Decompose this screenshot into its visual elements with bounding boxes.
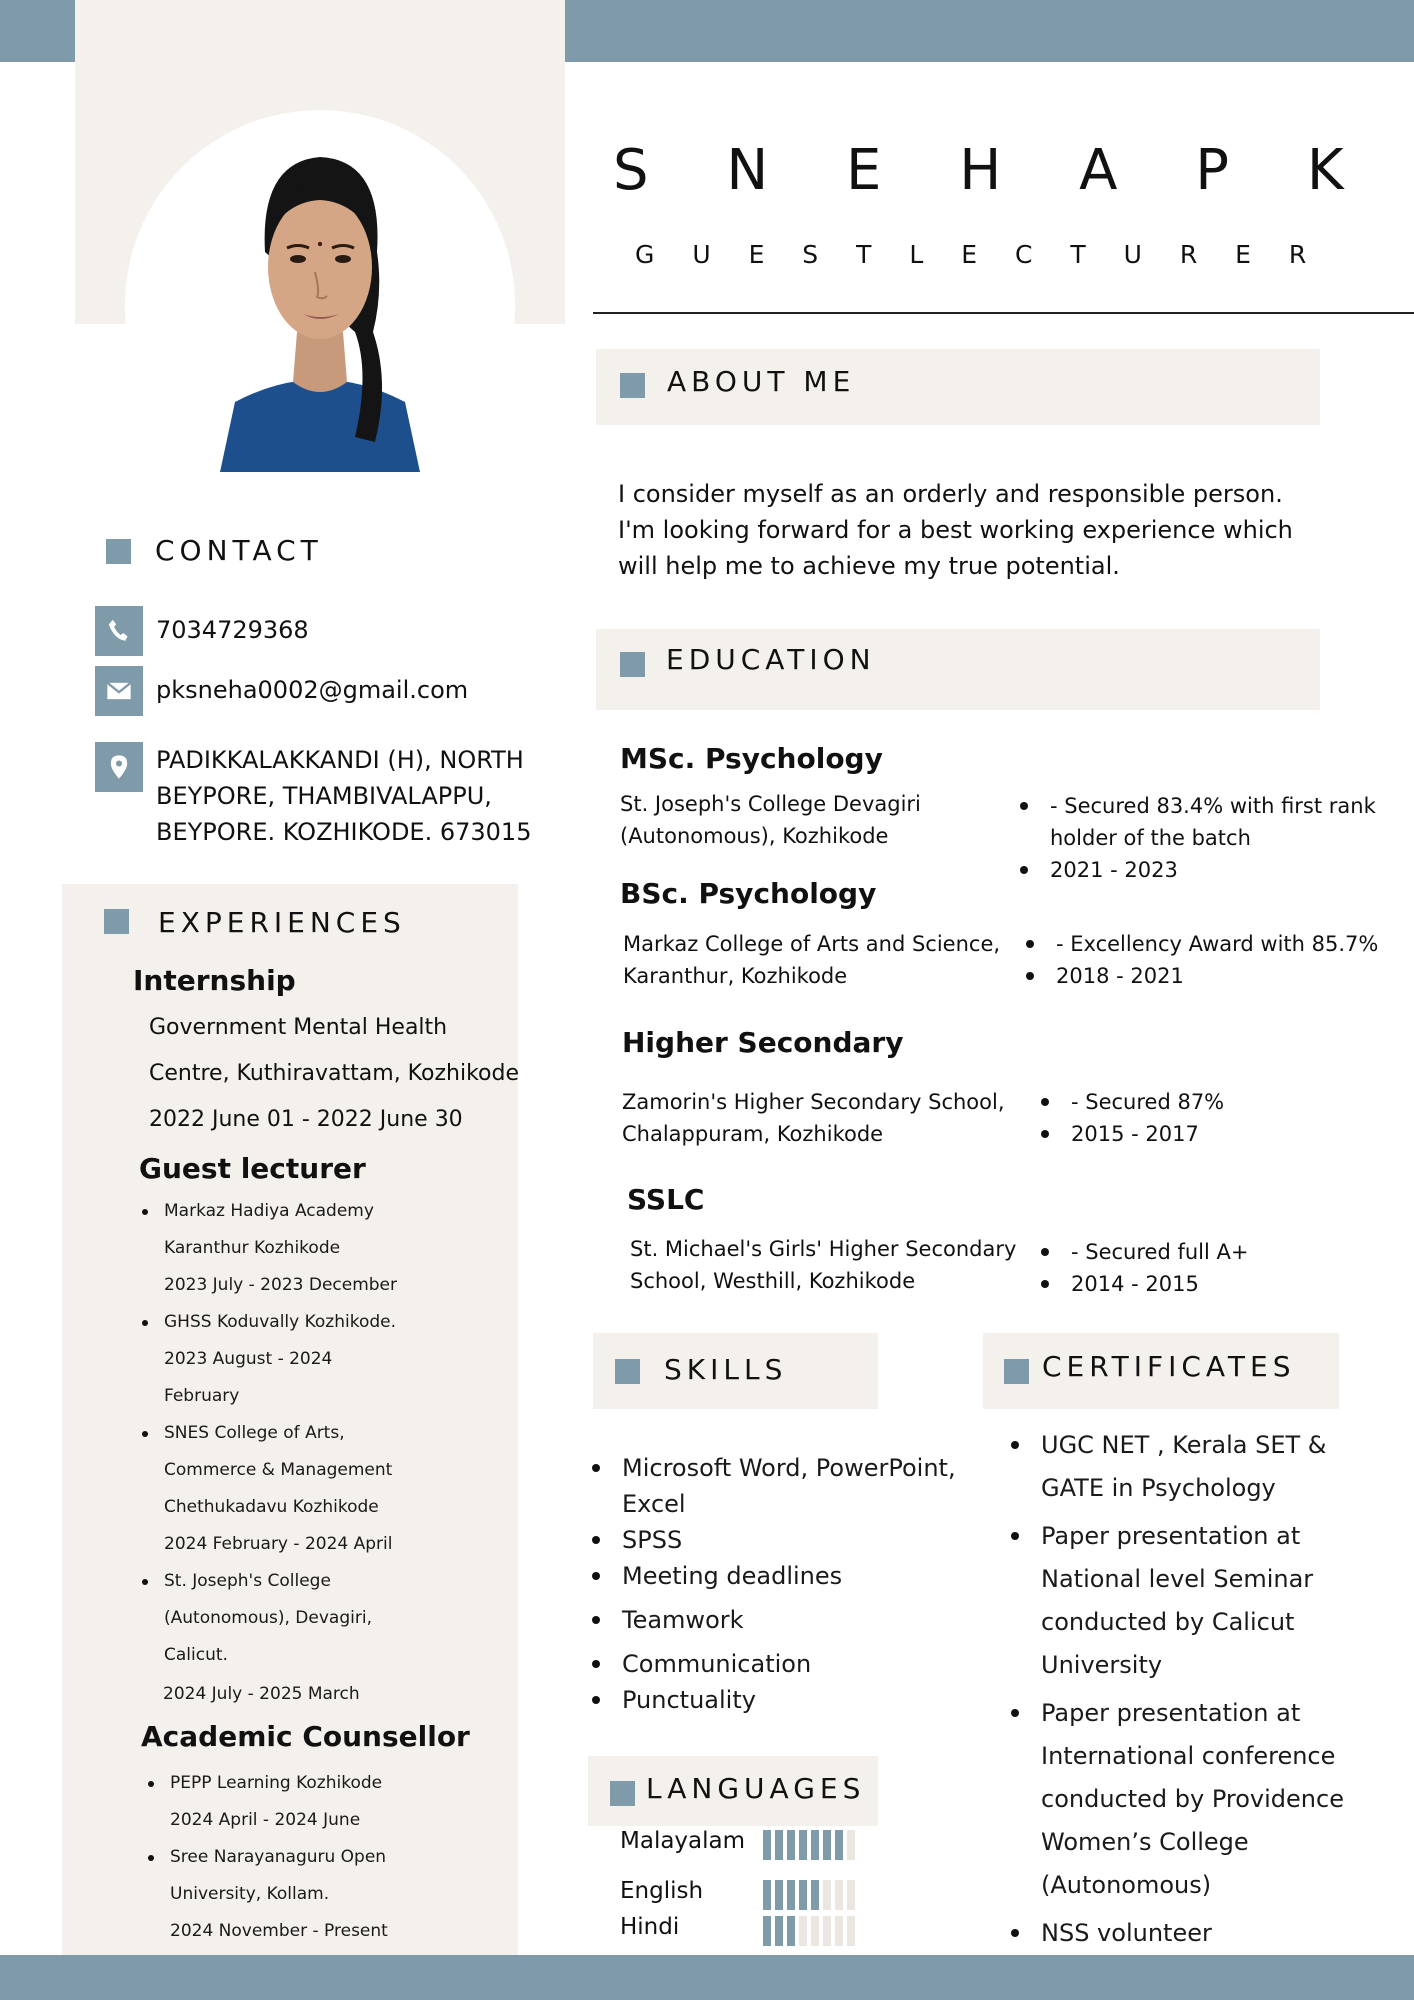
experiences-title: EXPERIENCES (158, 906, 406, 939)
languages-title: LANGUAGES (646, 1772, 866, 1805)
internship-line: Centre, Kuthiravattam, Kozhikode (149, 1061, 519, 1086)
experience-title: Internship (133, 964, 296, 997)
language-level-segment (775, 1880, 783, 1910)
contact-address (156, 742, 531, 850)
guest-lecturer-trailing-date: 2024 July - 2025 March (163, 1684, 360, 1704)
language-level-segment (787, 1830, 795, 1860)
address-line: BEYPORE, THAMBIVALAPPU, (156, 782, 492, 810)
language-level-segment (847, 1830, 855, 1860)
list-item (146, 1765, 516, 1839)
language-name: Malayalam (620, 1828, 746, 1854)
language-name: English (620, 1878, 704, 1904)
list-item (146, 1839, 516, 1950)
internship-details (149, 1005, 519, 1143)
language-level-segment (823, 1916, 831, 1946)
education-notes (1039, 1236, 1339, 1300)
school-line: Markaz College of Arts and Science, (623, 932, 1001, 956)
phone-icon (95, 606, 143, 656)
list-item-line: 2023 August - 2024 (164, 1349, 333, 1369)
education-note: 2021 - 2023 (1018, 854, 1398, 886)
skill-item: SPSS (590, 1522, 990, 1558)
education-notes (1039, 1086, 1339, 1150)
list-item (140, 1304, 510, 1415)
language-level-segment (775, 1916, 783, 1946)
certificates-title: CERTIFICATES (1042, 1350, 1296, 1383)
certificate-item: UGC NET , Kerala SET & GATE in Psychology (1005, 1424, 1385, 1510)
language-level-segment (823, 1830, 831, 1860)
education-degree: MSc. Psychology (620, 742, 883, 775)
candidate-name: S N E H A P K (613, 138, 1374, 203)
language-level-segment (787, 1916, 795, 1946)
language-level-segment (787, 1880, 795, 1910)
list-item-line: 2024 February - 2024 April (164, 1534, 393, 1554)
list-item-line: Sree Narayanaguru Open (170, 1847, 387, 1867)
language-level-segment (835, 1916, 843, 1946)
education-note: 2018 - 2021 (1024, 960, 1404, 992)
school-line: St. Joseph's College Devagiri (620, 792, 921, 816)
list-item-line: Chethukadavu Kozhikode (164, 1497, 379, 1517)
list-item-line: 2024 April - 2024 June (170, 1810, 361, 1830)
section-square-icon (106, 539, 131, 564)
language-level-segment (763, 1830, 771, 1860)
education-school (623, 928, 1023, 992)
guest-lecturer-list (140, 1193, 510, 1674)
language-name: Hindi (620, 1914, 680, 1940)
education-header (596, 629, 1320, 710)
list-item-line: PEPP Learning Kozhikode (170, 1773, 383, 1793)
language-level-segment (763, 1916, 771, 1946)
section-square-icon (610, 1781, 635, 1806)
section-square-icon (615, 1359, 640, 1384)
contact-title: CONTACT (155, 534, 323, 567)
skills-header (593, 1333, 878, 1409)
section-square-icon (620, 652, 645, 677)
section-square-icon (620, 373, 645, 398)
language-level-segment (763, 1880, 771, 1910)
school-line: Karanthur, Kozhikode (623, 964, 848, 988)
location-pin-icon (95, 742, 143, 792)
education-note: - Secured 83.4% with first rank holder of the batch (1018, 790, 1398, 854)
language-level-bar (763, 1880, 855, 1910)
school-line: School, Westhill, Kozhikode (630, 1269, 916, 1293)
experience-title: Academic Counsellor (141, 1720, 470, 1753)
skill-item: Teamwork (590, 1602, 990, 1638)
language-level-segment (799, 1916, 807, 1946)
list-item-line: St. Joseph's College (164, 1571, 331, 1591)
language-level-segment (811, 1916, 819, 1946)
education-note: 2015 - 2017 (1039, 1118, 1339, 1150)
school-line: Chalappuram, Kozhikode (622, 1122, 884, 1146)
profile-photo (125, 110, 515, 500)
education-degree: Higher Secondary (622, 1026, 904, 1059)
language-level-segment (847, 1916, 855, 1946)
skill-item: Communication (590, 1646, 990, 1682)
internship-line: Government Mental Health (149, 1015, 448, 1040)
education-note: - Secured full A+ (1039, 1236, 1339, 1268)
list-item-line: February (164, 1386, 240, 1406)
language-level-segment (799, 1830, 807, 1860)
list-item-line: SNES College of Arts, (164, 1423, 345, 1443)
section-square-icon (104, 909, 129, 934)
counsellor-list (146, 1765, 516, 1950)
list-item-line: Calicut. (164, 1645, 228, 1665)
education-note: - Secured 87% (1039, 1086, 1339, 1118)
certificate-item: Paper presentation at National level Seminar conducted by Calicut University (1005, 1515, 1385, 1687)
language-level-segment (835, 1830, 843, 1860)
bottom-accent-bar (0, 1955, 1414, 2000)
experience-title: Guest lecturer (139, 1152, 366, 1185)
language-level-segment (823, 1880, 831, 1910)
mail-icon (95, 666, 143, 716)
language-level-bar (763, 1830, 855, 1860)
candidate-role: G U E S T L E C T U R E R (635, 240, 1322, 269)
language-level-bar (763, 1916, 855, 1946)
certificate-item: NSS volunteer (1005, 1912, 1385, 1955)
certificate-item: Paper presentation at International conference conducted by Providence Women’s College (Autonomous) (1005, 1692, 1385, 1907)
list-item-line: University, Kollam. (170, 1884, 330, 1904)
language-level-segment (847, 1880, 855, 1910)
languages-header (588, 1756, 878, 1826)
education-degree: BSc. Psychology (620, 877, 877, 910)
education-notes (1018, 790, 1398, 886)
list-item-line: 2024 November - Present (170, 1921, 388, 1941)
header-divider (593, 312, 1414, 314)
education-degree: SSLC (627, 1183, 705, 1216)
contact-email[interactable]: pksneha0002@gmail.com (156, 676, 469, 704)
education-note: 2014 - 2015 (1039, 1268, 1339, 1300)
school-line: (Autonomous), Kozhikode (620, 824, 889, 848)
education-school (622, 1086, 1022, 1150)
list-item-line: Commerce & Management (164, 1460, 393, 1480)
certificates-header (983, 1333, 1339, 1409)
list-item-line: GHSS Koduvally Kozhikode. (164, 1312, 397, 1332)
certificates-list (1005, 1424, 1385, 1960)
internship-line: 2022 June 01 - 2022 June 30 (149, 1107, 463, 1132)
language-level-segment (811, 1830, 819, 1860)
education-school (620, 788, 1020, 852)
skill-item: Microsoft Word, PowerPoint, Excel (590, 1450, 990, 1522)
skills-title: SKILLS (664, 1353, 788, 1386)
list-item (140, 1193, 510, 1304)
list-item-line: 2023 July - 2023 December (164, 1275, 398, 1295)
contact-phone[interactable]: 7034729368 (156, 616, 309, 644)
section-square-icon (1004, 1359, 1029, 1384)
skill-item: Punctuality (590, 1682, 990, 1718)
school-line: Zamorin's Higher Secondary School, (622, 1090, 1005, 1114)
education-note: - Excellency Award with 85.7% (1024, 928, 1404, 960)
language-level-segment (799, 1880, 807, 1910)
language-level-segment (811, 1880, 819, 1910)
about-header (596, 349, 1320, 425)
list-item (140, 1563, 510, 1674)
language-level-segment (775, 1830, 783, 1860)
language-level-segment (835, 1880, 843, 1910)
skills-list (590, 1450, 990, 1718)
skill-item: Meeting deadlines (590, 1558, 990, 1594)
list-item (140, 1415, 510, 1563)
education-school (630, 1233, 1030, 1297)
address-line: BEYPORE. KOZHIKODE. 673015 (156, 818, 532, 846)
list-item-line: Karanthur Kozhikode (164, 1238, 341, 1258)
address-line: PADIKKALAKKANDI (H), NORTH (156, 746, 524, 774)
about-title: ABOUT ME (667, 365, 856, 398)
about-text: I consider myself as an orderly and responsible person. I'm looking forward for a best working experience which will help me to achieve my true potential. (618, 480, 1293, 580)
list-item-line: (Autonomous), Devagiri, (164, 1608, 372, 1628)
education-title: EDUCATION (666, 643, 876, 676)
list-item-line: Markaz Hadiya Academy (164, 1201, 374, 1221)
education-notes (1024, 928, 1404, 992)
school-line: St. Michael's Girls' Higher Secondary (630, 1237, 1017, 1261)
